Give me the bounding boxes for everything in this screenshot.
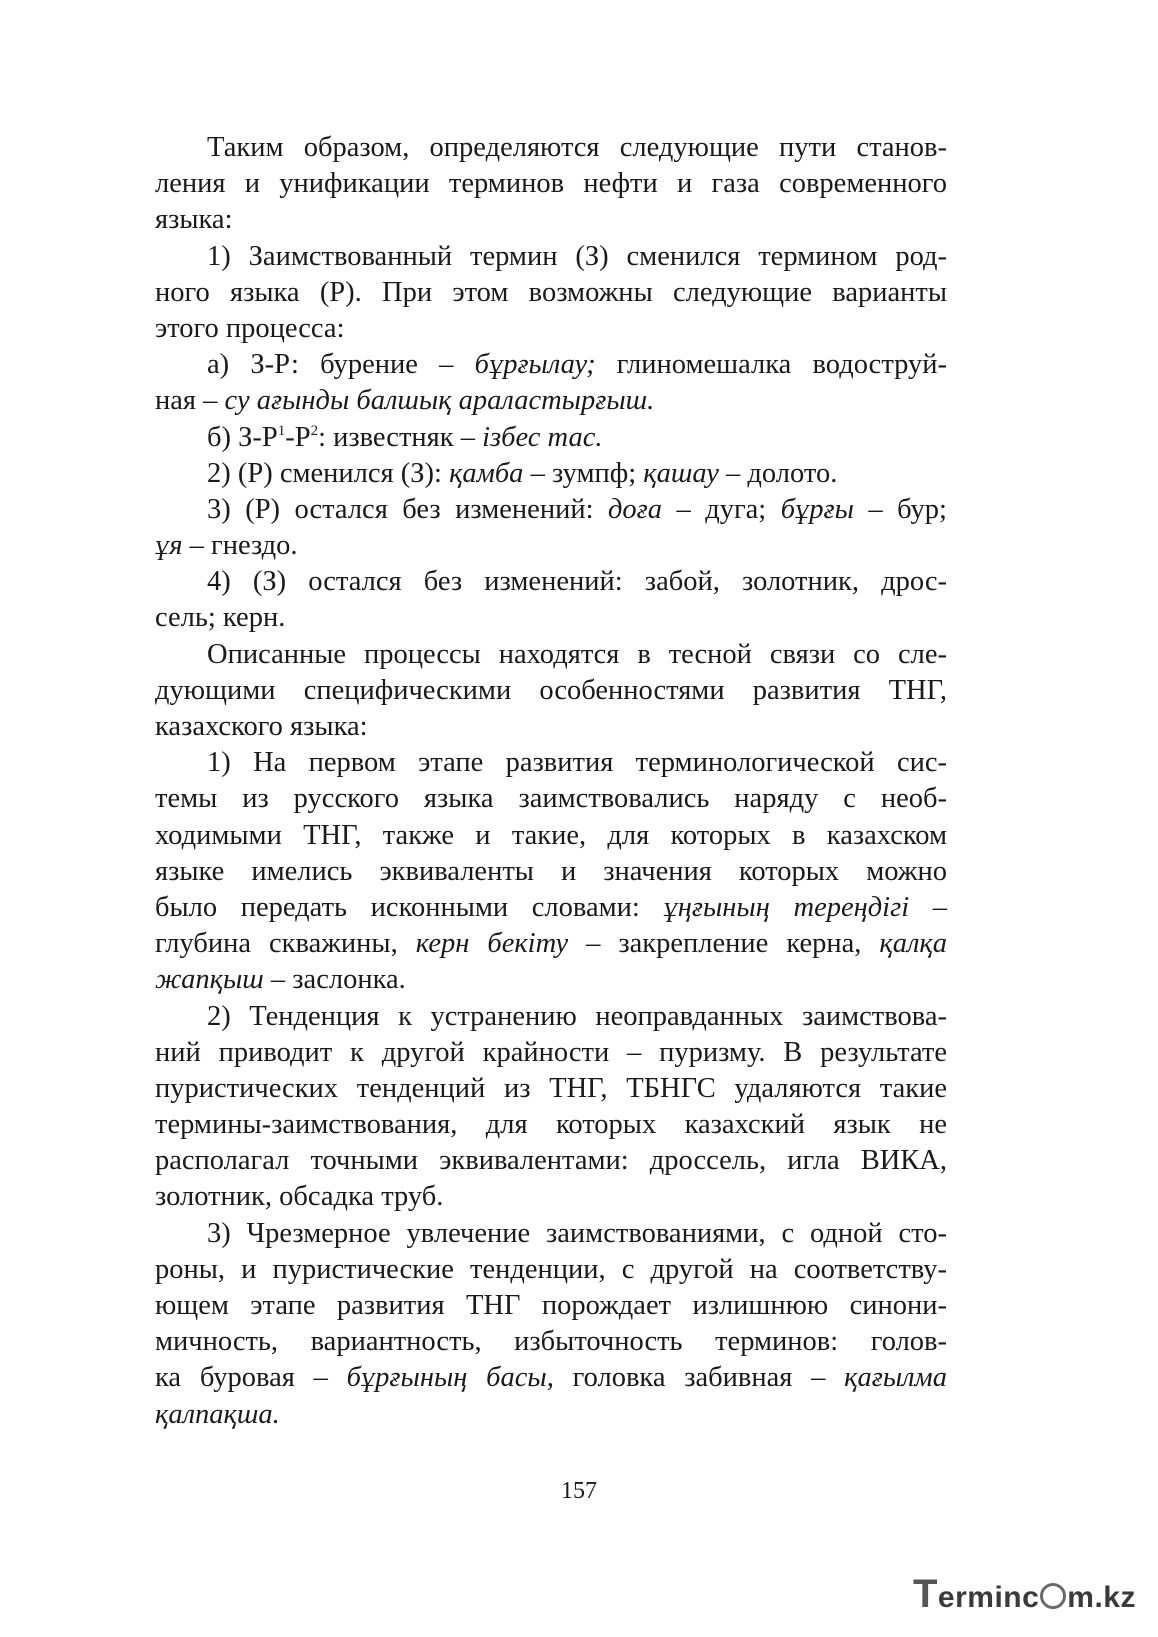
kazakh-term: бұрғы (780, 493, 854, 525)
text-line: ходимыми ТНГ, также и такие, для которых в казахском (155, 819, 947, 851)
text-line: мичность, вариантность, избыточность терминов: голов- (155, 1326, 947, 1358)
kazakh-term: ұңғының тереңдігі (663, 891, 910, 923)
kazakh-term: қамба (449, 457, 524, 489)
text-line: сель; керн. (155, 602, 286, 634)
kazakh-term: жапқыш (155, 964, 264, 996)
text-line: золотник, обсадка труб. (155, 1181, 444, 1213)
superscript: 1 (277, 422, 286, 439)
text-line: казахского языка: (155, 711, 368, 742)
text-line: ного языка (Р). При этом возможны следующие варианты (155, 276, 947, 308)
text-line: ний приводит к другой крайности – пуризму. В результате (155, 1036, 947, 1068)
page-body (155, 130, 947, 1433)
kazakh-term: керн бекіту (415, 928, 569, 960)
kazakh-term: бұрғылау; (474, 349, 596, 381)
text-line: 3) (Р) остался без изменений: доға – дуга; бұрғы – бур; (207, 493, 947, 525)
ring-icon (1040, 1583, 1066, 1609)
text-line: языка: (155, 204, 233, 236)
text-line: 3) Чрезмерное увлечение заимствованиями, с одной сто- (207, 1217, 947, 1249)
text-line: глубина скважины, керн бекіту – закрепление керна, қалқа (155, 928, 947, 960)
text-line: ления и унификации терминов нефти и газа современного (155, 168, 947, 200)
kazakh-term: бұрғының басы, (346, 1362, 554, 1394)
text-line: этого процесса: (155, 312, 345, 344)
text-line: 4) (З) остался без изменений: забой, золотник, дрос- (207, 566, 947, 598)
text-line: 2) Тенденция к устранению неоправданных заимствова- (207, 1000, 947, 1032)
text-line: пуристических тенденций из ТНГ, ТБНГС удаляются такие (155, 1072, 947, 1104)
text-line: 1) На первом этапе развития терминологической сис- (207, 747, 947, 779)
kazakh-term: доға (607, 493, 663, 525)
kazakh-term: ұя (155, 530, 183, 562)
text-line (155, 1397, 947, 1433)
text-line: ющем этапе развития ТНГ порождает излишнюю синони- (155, 1290, 947, 1321)
text-line: располагал точными эквивалентами: дроссель, игла ВИКА, (155, 1145, 947, 1177)
kazakh-term: ізбес тас. (482, 421, 603, 453)
text-line: было передать исконными словами: ұңғының тереңдігі – (155, 891, 947, 923)
watermark-logo: Terminc m.kz (912, 1572, 1136, 1616)
text-line: б) $З-Р^1-Р^2$: известняк – ізбес тас. (207, 421, 603, 453)
text-line: ұя – гнездо. (155, 530, 298, 562)
text-line: 2) (Р) сменился (З): қамба – зумпф; қашау – долото. (207, 457, 838, 489)
text-line: темы из русского языка заимствовались наряду с необ- (155, 783, 947, 815)
text-line: термины-заимствования, для которых казахский язык не (155, 1109, 947, 1141)
text-line: Таким образом, определяются следующие пути станов- (207, 132, 947, 163)
text-line: а) З-Р: бурение – бұрғылау; глиномешалка водоструй- (207, 349, 947, 381)
text-line: дующими специфическими особенностями развития ТНГ, (155, 674, 947, 706)
kazakh-term: қашау (643, 457, 719, 489)
kazakh-term: қағылма (844, 1362, 947, 1394)
text-line: ка буровая – бұрғының басы, головка забивная – қағылма (155, 1362, 947, 1394)
text-line: языке имелись эквиваленты и значения которых можно (155, 855, 947, 887)
superscript: 2 (310, 422, 319, 439)
kazakh-term: қалпақша. (155, 1398, 280, 1430)
text-line: ная – су ағынды балшық араластырғыш. (155, 385, 655, 417)
page-number: 157 (561, 1478, 597, 1504)
text-line: роны, и пуристические тенденции, с другой на соответству- (155, 1253, 947, 1285)
text-line: Описанные процессы находятся в тесной связи со сле- (207, 638, 947, 670)
kazakh-term: қалқа (879, 928, 947, 960)
text-line: 1) Заимствованный термин (З) сменился термином род- (207, 240, 947, 272)
text-line: жапқыш – заслонка. (155, 964, 406, 996)
kazakh-term: су ағынды балшық араластырғыш. (224, 385, 655, 417)
